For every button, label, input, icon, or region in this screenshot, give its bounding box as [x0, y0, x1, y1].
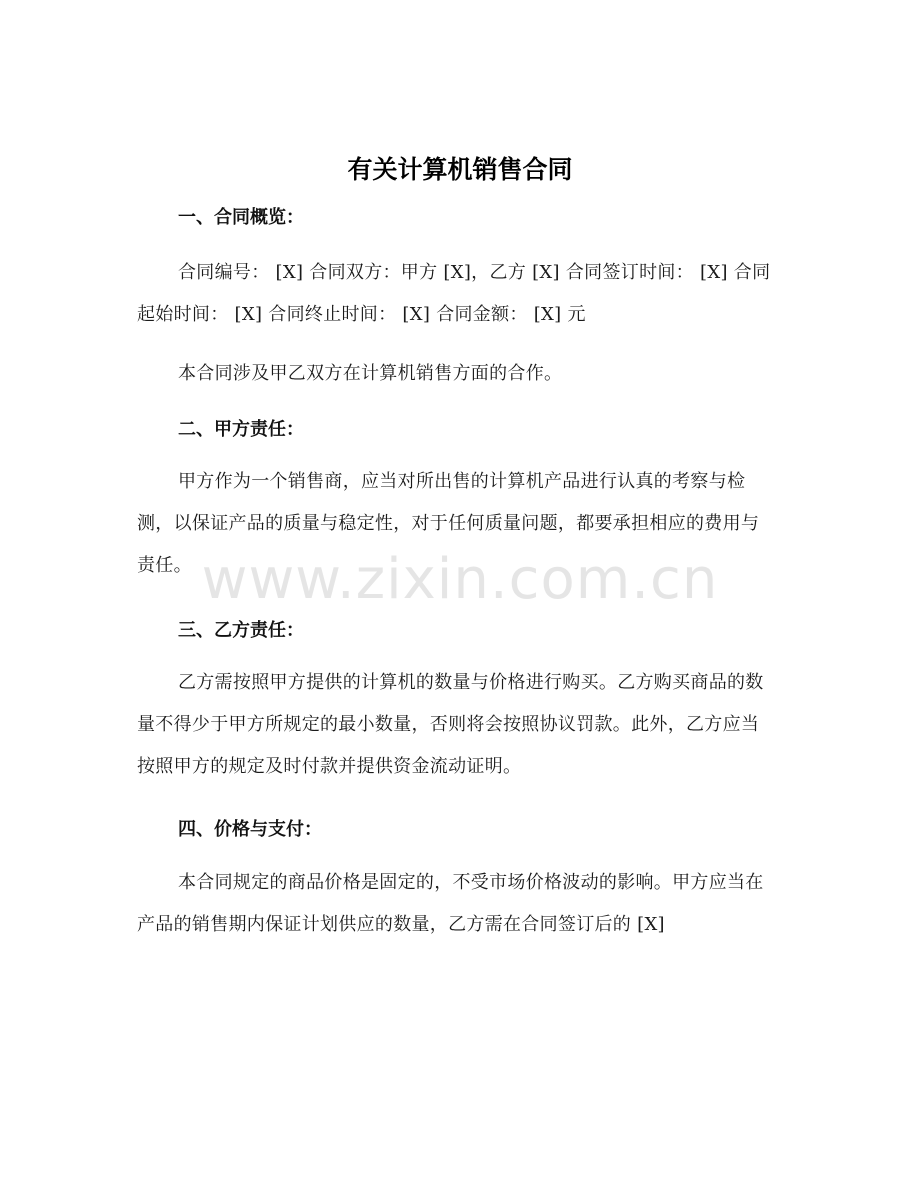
party-b-responsibility-paragraph: 乙方需按照甲方提供的计算机的数量与价格进行购买。乙方购买商品的数量不得少于甲方所规定的最小数量，否则将会按照协议罚款。此外，乙方应当按照甲方的规定及时付款并提供资金流动证明。 — [137, 672, 764, 777]
section-heading-price-payment: 四、价格与支付： — [178, 819, 322, 840]
section-heading-party-b: 三、乙方责任： — [178, 620, 304, 641]
section-heading-overview: 一、合同概览： — [178, 207, 304, 228]
section-heading-party-a: 二、甲方责任： — [178, 419, 304, 440]
watermark: www.zixin.com.cn — [201, 547, 719, 612]
document-title: 有关计算机销售合同 — [347, 155, 573, 184]
price-payment-paragraph: 本合同规定的商品价格是固定的，不受市场价格波动的影响。甲方应当在产品的销售期内保证计划供应的数量，乙方需在合同签订后的 [X] — [137, 872, 764, 935]
party-a-responsibility-paragraph: 甲方作为一个销售商，应当对所出售的计算机产品进行认真的考察与检测，以保证产品的质量与稳定性，对于任何质量问题，都要承担相应的费用与责任。 — [137, 471, 760, 576]
overview-scope-paragraph: 本合同涉及甲乙双方在计算机销售方面的合作。 — [178, 363, 563, 384]
overview-contract-details-paragraph: 合同编号： [X] 合同双方：甲方 [X]，乙方 [X] 合同签订时间： [X] 合同起始时间： [X] 合同终止时间： [X] 合同金额： [X] 元 — [137, 262, 771, 325]
